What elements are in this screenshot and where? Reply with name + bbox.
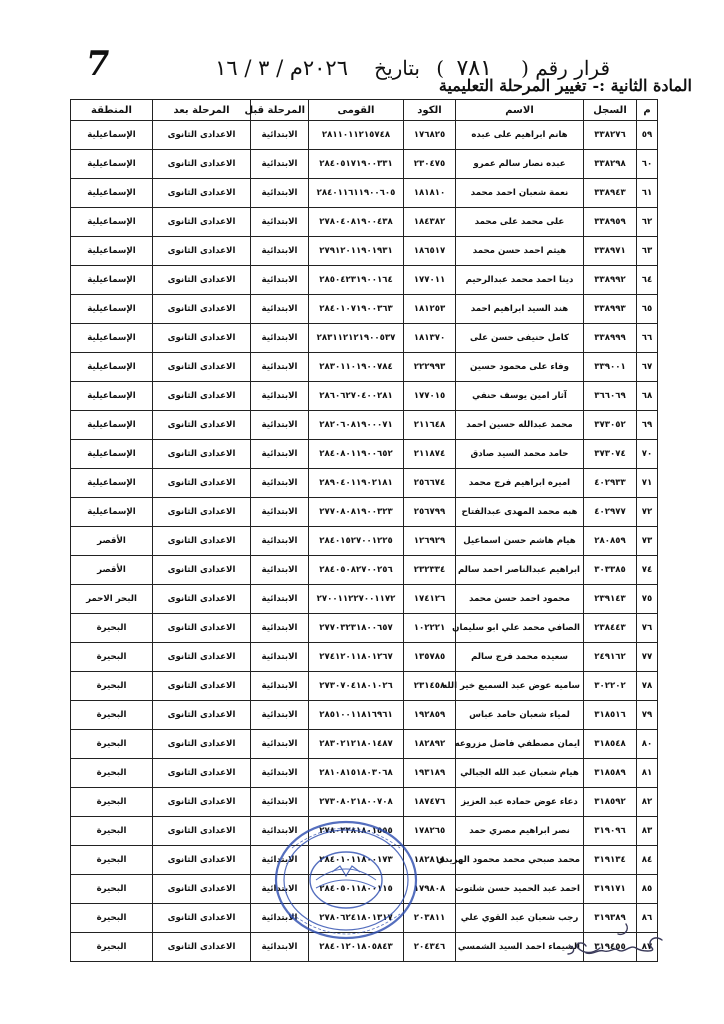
- cell-name: هبه محمد المهدى عبدالفتاح: [456, 498, 584, 527]
- cell-stage-after: الاعدادى الثانوى: [153, 933, 251, 962]
- cell-national-id: ٢٨٤٠٥١٧١٩٠٠٣٣١: [309, 150, 404, 179]
- cell-region: البحيرة: [71, 614, 153, 643]
- cell-m: ٨٧: [637, 933, 658, 962]
- cell-stage-before: الابتدائية: [251, 411, 309, 440]
- cell-name: دينا احمد محمد عبدالرحيم: [456, 266, 584, 295]
- cell-region: الإسماعيلية: [71, 498, 153, 527]
- cell-stage-after: الاعدادى الثانوى: [153, 150, 251, 179]
- cell-national-id: ٢٨٥٠٤٢٣١٩٠٠١٦٤: [309, 266, 404, 295]
- cell-national-id: ٢٧٨٠٤٠٨١٩٠٠٤٣٨: [309, 208, 404, 237]
- cell-code: ١٨١٣٧٠: [404, 324, 456, 353]
- cell-code: ١٨٢٨٩٢: [404, 730, 456, 759]
- table-row: [71, 411, 658, 440]
- cell-stage-before: الابتدائية: [251, 237, 309, 266]
- cell-stage-after: الاعدادى الثانوى: [153, 904, 251, 933]
- cell-m: ٦٠: [637, 150, 658, 179]
- cell-registry: ٣١٩٤٥٥: [584, 933, 637, 962]
- cell-m: ٧٧: [637, 643, 658, 672]
- cell-m: ٧٦: [637, 614, 658, 643]
- cell-code: ١٧٨٢٦٥: [404, 817, 456, 846]
- article-heading: [439, 76, 692, 95]
- cell-stage-before: الابتدائية: [251, 730, 309, 759]
- table-row: [71, 440, 658, 469]
- cell-stage-before: الابتدائية: [251, 614, 309, 643]
- cell-m: ٧٤: [637, 556, 658, 585]
- table-row: [71, 701, 658, 730]
- header-stage-before: المرحلة قبل: [251, 100, 309, 121]
- cell-name: نعمة شعبان احمد محمد: [456, 179, 584, 208]
- cell-name: سعيده محمد فرج سالم: [456, 643, 584, 672]
- cell-registry: ٣١٨٥٤٨: [584, 730, 637, 759]
- cell-name: هند السيد ابراهيم احمد: [456, 295, 584, 324]
- cell-stage-after: الاعدادى الثانوى: [153, 817, 251, 846]
- cell-m: ٨٤: [637, 846, 658, 875]
- cell-code: ٢٥٦٦٧٤: [404, 469, 456, 498]
- cell-region: البحيرة: [71, 672, 153, 701]
- cell-registry: ٣٣٨٩٩٣: [584, 295, 637, 324]
- cell-stage-before: الابتدائية: [251, 469, 309, 498]
- cell-national-id: ٢٨٤٠١١٦١١٩٠٠٦٠٥: [309, 179, 404, 208]
- cell-stage-after: الاعدادى الثانوى: [153, 179, 251, 208]
- header-m: م: [637, 100, 658, 121]
- cell-code: ١٨٦٥١٧: [404, 237, 456, 266]
- cell-region: الإسماعيلية: [71, 266, 153, 295]
- cell-stage-before: الابتدائية: [251, 440, 309, 469]
- header-stage-after: المرحلة بعد: [153, 100, 251, 121]
- cell-name: هيثم احمد حسن محمد: [456, 237, 584, 266]
- cell-stage-before: الابتدائية: [251, 324, 309, 353]
- cell-national-id: ٢٧٣٠٨٠٢١٨٠٠٧٠٨: [309, 788, 404, 817]
- cell-stage-after: الاعدادى الثانوى: [153, 498, 251, 527]
- cell-name: وفاء على محمود حسين: [456, 353, 584, 382]
- cell-region: الإسماعيلية: [71, 237, 153, 266]
- cell-name: على محمد على محمد: [456, 208, 584, 237]
- decision-close: ): [436, 56, 444, 80]
- cell-stage-before: الابتدائية: [251, 904, 309, 933]
- cell-code: ١٧٧٠١١: [404, 266, 456, 295]
- cell-region: البحيرة: [71, 846, 153, 875]
- cell-name: هانم ابراهيم على عبده: [456, 121, 584, 150]
- cell-name: اميره ابراهيم فرج محمد: [456, 469, 584, 498]
- table-row: [71, 179, 658, 208]
- cell-code: ١٧٧٠١٥: [404, 382, 456, 411]
- cell-code: ١٨٤٣٨٢: [404, 208, 456, 237]
- cell-registry: ٣٣٨٩٩٢: [584, 266, 637, 295]
- cell-stage-before: الابتدائية: [251, 933, 309, 962]
- cell-registry: ٤٠٢٩٧٧: [584, 498, 637, 527]
- cell-region: البحيرة: [71, 730, 153, 759]
- cell-code: ١٩٢٨٥٩: [404, 701, 456, 730]
- cell-stage-after: الاعدادى الثانوى: [153, 382, 251, 411]
- cell-registry: ٣٠٣٣٨٥: [584, 556, 637, 585]
- table-row: [71, 788, 658, 817]
- header-region: المنطقة: [71, 100, 153, 121]
- table-row: [71, 498, 658, 527]
- cell-code: ٢١١٦٤٨: [404, 411, 456, 440]
- cell-code: ١٠٢٢٢١: [404, 614, 456, 643]
- cell-name: لمياء شعبان حامد عباس: [456, 701, 584, 730]
- cell-stage-before: الابتدائية: [251, 179, 309, 208]
- cell-stage-after: الاعدادى الثانوى: [153, 237, 251, 266]
- table-row: [71, 121, 658, 150]
- cell-name: دعاء عوض حماده عبد العزيز: [456, 788, 584, 817]
- table-row: [71, 208, 658, 237]
- cell-name: هيام شعبان عبد الله الجبالي: [456, 759, 584, 788]
- cell-name: نصر ابراهيم مصري حمد: [456, 817, 584, 846]
- cell-code: ٢٠٤٣٤٦: [404, 933, 456, 962]
- cell-registry: ٣٣٨٩٧١: [584, 237, 637, 266]
- cell-name: ساميه عوض عبد السميع خير الله: [456, 672, 584, 701]
- cell-region: الإسماعيلية: [71, 295, 153, 324]
- cell-stage-after: الاعدادى الثانوى: [153, 730, 251, 759]
- cell-name: احمد عبد الحميد حسن شلتوت: [456, 875, 584, 904]
- cell-registry: ٣١٩٠٩٦: [584, 817, 637, 846]
- cell-stage-after: الاعدادى الثانوى: [153, 469, 251, 498]
- cell-region: البحيرة: [71, 643, 153, 672]
- cell-m: ٧١: [637, 469, 658, 498]
- cell-code: ١٧٦٨٢٥: [404, 121, 456, 150]
- cell-code: ١٧٩٨٠٨: [404, 875, 456, 904]
- cell-name: الشيماء احمد السيد الشمسي: [456, 933, 584, 962]
- cell-stage-after: الاعدادى الثانوى: [153, 759, 251, 788]
- table-row: [71, 614, 658, 643]
- cell-registry: ٢٣٨٤٤٣: [584, 614, 637, 643]
- cell-stage-before: الابتدائية: [251, 875, 309, 904]
- cell-stage-before: الابتدائية: [251, 121, 309, 150]
- cell-stage-before: الابتدائية: [251, 527, 309, 556]
- page-mark: 7: [83, 44, 113, 84]
- cell-stage-before: الابتدائية: [251, 788, 309, 817]
- cell-national-id: ٢٧٩١٢٠١١٩٠١٩٣١: [309, 237, 404, 266]
- cell-m: ٧٣: [637, 527, 658, 556]
- cell-stage-after: الاعدادى الثانوى: [153, 875, 251, 904]
- cell-stage-before: الابتدائية: [251, 585, 309, 614]
- cell-code: ١٨٧٤٧٦: [404, 788, 456, 817]
- cell-m: ٨٠: [637, 730, 658, 759]
- cell-region: الإسماعيلية: [71, 150, 153, 179]
- cell-stage-after: الاعدادى الثانوى: [153, 788, 251, 817]
- cell-national-id: ٢٨٤٠١٥٢٧٠٠١٢٢٥: [309, 527, 404, 556]
- cell-region: الإسماعيلية: [71, 353, 153, 382]
- cell-code: ١٩٣١٨٩: [404, 759, 456, 788]
- cell-code: ٢٣٢٣٣٤: [404, 556, 456, 585]
- cell-registry: ٣١٩١٧١: [584, 875, 637, 904]
- cell-registry: ٢٣٩١٤٣: [584, 585, 637, 614]
- cell-registry: ٢٨٠٨٥٩: [584, 527, 637, 556]
- cell-national-id: ٢٧٨٠٢٢٨١٨٠١٥٥٥: [309, 817, 404, 846]
- cell-m: ٦٥: [637, 295, 658, 324]
- cell-registry: ٣٣٩٠٠١: [584, 353, 637, 382]
- cell-stage-before: الابتدائية: [251, 266, 309, 295]
- header-national-id: القومى: [309, 100, 404, 121]
- cell-stage-before: الابتدائية: [251, 295, 309, 324]
- cell-national-id: ٢٨١٠٨١٥١٨٠٣٠٦٨: [309, 759, 404, 788]
- cell-m: ٨٢: [637, 788, 658, 817]
- cell-name: ابراهيم عبدالناصر احمد سالم: [456, 556, 584, 585]
- cell-m: ٧٠: [637, 440, 658, 469]
- cell-national-id: ٢٨٤٠٨٠١١٩٠٠٦٥٢: [309, 440, 404, 469]
- table-row: [71, 730, 658, 759]
- cell-registry: ٣٣٨٢٧٦: [584, 121, 637, 150]
- cell-region: البحيرة: [71, 759, 153, 788]
- cell-national-id: ٢٨٢٠٦٠٨١٩٠٠٠٧١: [309, 411, 404, 440]
- cell-stage-before: الابتدائية: [251, 498, 309, 527]
- table-row: [71, 324, 658, 353]
- cell-stage-before: الابتدائية: [251, 643, 309, 672]
- cell-region: الإسماعيلية: [71, 208, 153, 237]
- cell-national-id: ٢٧٤١٢٠١١٨٠١٢٦٧: [309, 643, 404, 672]
- cell-stage-before: الابتدائية: [251, 208, 309, 237]
- cell-stage-after: الاعدادى الثانوى: [153, 266, 251, 295]
- cell-national-id: ٢٧٧٠٣٢٣١٨٠٠٦٥٧: [309, 614, 404, 643]
- cell-national-id: ٢٨٤٠٥٠١١٨٠٠١١٥: [309, 875, 404, 904]
- header-name: الاسم: [456, 100, 584, 121]
- cell-stage-before: الابتدائية: [251, 672, 309, 701]
- date-label: بتاريخ: [374, 56, 420, 80]
- cell-national-id: ٢٨٦٠٦٢٧٠٤٠٠٢٨١: [309, 382, 404, 411]
- cell-name: حامد محمد السيد صادق: [456, 440, 584, 469]
- decision-number: ٧٨١: [456, 56, 492, 81]
- cell-stage-before: الابتدائية: [251, 701, 309, 730]
- cell-m: ٨٦: [637, 904, 658, 933]
- table-row: [71, 295, 658, 324]
- cell-region: الإسماعيلية: [71, 469, 153, 498]
- cell-stage-after: الاعدادى الثانوى: [153, 846, 251, 875]
- cell-stage-after: الاعدادى الثانوى: [153, 556, 251, 585]
- table-row: [71, 266, 658, 295]
- cell-region: البحيرة: [71, 817, 153, 846]
- table-row: [71, 353, 658, 382]
- table-row: [71, 527, 658, 556]
- official-seal-icon: [272, 818, 420, 942]
- cell-m: ٨٥: [637, 875, 658, 904]
- cell-national-id: ٢٨٣٠١١٠١٩٠٠٧٨٤: [309, 353, 404, 382]
- cell-name: رجب شعبان عبد القوي علي: [456, 904, 584, 933]
- cell-national-id: ٢٨٩٠٤٠١١٩٠٢١٨١: [309, 469, 404, 498]
- cell-code: ١٣٥٧٨٥: [404, 643, 456, 672]
- cell-national-id: ٢٧٧٠٨٠٨١٩٠٠٣٢٣: [309, 498, 404, 527]
- cell-region: الأقصر: [71, 527, 153, 556]
- table-row: [71, 150, 658, 179]
- table-row: [71, 585, 658, 614]
- cell-region: البحيرة: [71, 788, 153, 817]
- cell-registry: ٤٠٢٩٣٣: [584, 469, 637, 498]
- table-row: [71, 759, 658, 788]
- cell-m: ٨١: [637, 759, 658, 788]
- cell-region: الإسماعيلية: [71, 440, 153, 469]
- cell-code: ٢١١٨٧٤: [404, 440, 456, 469]
- decision-label: قرار رقم (: [521, 56, 610, 80]
- decision-date: ٢٠٢٦م / ٣ / ١٦: [215, 56, 348, 80]
- cell-m: ٦٨: [637, 382, 658, 411]
- cell-registry: ٢٤٩١٦٢: [584, 643, 637, 672]
- cell-registry: ٣١٨٥١٦: [584, 701, 637, 730]
- cell-name: محمود احمد حسن محمد: [456, 585, 584, 614]
- cell-national-id: ٢٨٣٠٢١٢١٨٠١٤٨٧: [309, 730, 404, 759]
- cell-stage-after: الاعدادى الثانوى: [153, 585, 251, 614]
- cell-region: الإسماعيلية: [71, 179, 153, 208]
- cell-region: البحر الاحمر: [71, 585, 153, 614]
- article-label: المادة الثانية :-: [592, 76, 692, 95]
- cell-m: ٨٣: [637, 817, 658, 846]
- cell-name: محمد صبحي محمد محمود الهريدي: [456, 846, 584, 875]
- cell-code: ١٨٢٨١٨: [404, 846, 456, 875]
- table-row: [71, 643, 658, 672]
- cell-region: البحيرة: [71, 701, 153, 730]
- cell-registry: ٣١٨٥٨٩: [584, 759, 637, 788]
- cell-registry: ٣١٩٣٨٩: [584, 904, 637, 933]
- cell-registry: ٣٣٨٢٩٨: [584, 150, 637, 179]
- cell-region: البحيرة: [71, 875, 153, 904]
- cell-code: ١٨١٨١٠: [404, 179, 456, 208]
- cell-m: ٦٦: [637, 324, 658, 353]
- cell-m: ٥٩: [637, 121, 658, 150]
- cell-registry: ٣٠٢٢٠٢: [584, 672, 637, 701]
- cell-m: ٦١: [637, 179, 658, 208]
- cell-region: الإسماعيلية: [71, 411, 153, 440]
- cell-region: البحيرة: [71, 933, 153, 962]
- cell-code: ١٢٦٩٢٩: [404, 527, 456, 556]
- cell-m: ٧٢: [637, 498, 658, 527]
- cell-stage-after: الاعدادى الثانوى: [153, 440, 251, 469]
- cell-code: ٢٢٢٩٩٣: [404, 353, 456, 382]
- cell-registry: ٣٣٨٩٤٣: [584, 179, 637, 208]
- cell-code: ٢٠٣٨١١: [404, 904, 456, 933]
- cell-national-id: ٢٨٤٠٥٠٨٢٧٠٠٢٥٦: [309, 556, 404, 585]
- cell-stage-after: الاعدادى الثانوى: [153, 324, 251, 353]
- header-code: الكود: [404, 100, 456, 121]
- cell-national-id: ٢٨٥١٠٠١١٨١٦٩٦١: [309, 701, 404, 730]
- article-title: تغيير المرحلة التعليمية: [438, 76, 587, 95]
- cell-m: ٦٤: [637, 266, 658, 295]
- cell-name: كامل حنيفى حسن على: [456, 324, 584, 353]
- handwritten-signature-icon: [560, 918, 670, 960]
- cell-stage-after: الاعدادى الثانوى: [153, 614, 251, 643]
- cell-stage-after: الاعدادى الثانوى: [153, 411, 251, 440]
- cell-stage-before: الابتدائية: [251, 150, 309, 179]
- cell-stage-after: الاعدادى الثانوى: [153, 643, 251, 672]
- cell-m: ٧٩: [637, 701, 658, 730]
- cell-stage-after: الاعدادى الثانوى: [153, 208, 251, 237]
- cell-name: عبده نصار سالم عمرو: [456, 150, 584, 179]
- cell-stage-before: الابتدائية: [251, 382, 309, 411]
- cell-registry: ٣١٩١٣٤: [584, 846, 637, 875]
- header-registry: السجل: [584, 100, 637, 121]
- cell-m: ٧٥: [637, 585, 658, 614]
- cell-registry: ٣٦٦٠٦٩: [584, 382, 637, 411]
- cell-stage-before: الابتدائية: [251, 556, 309, 585]
- cell-registry: ٣٣٨٩٩٩: [584, 324, 637, 353]
- cell-code: ١٧٤١٢٦: [404, 585, 456, 614]
- cell-registry: ٣٧٣٠٥٢: [584, 411, 637, 440]
- cell-m: ٧٨: [637, 672, 658, 701]
- cell-m: ٦٣: [637, 237, 658, 266]
- cell-m: ٦٧: [637, 353, 658, 382]
- cell-name: هيام هاشم حسن اسماعيل: [456, 527, 584, 556]
- cell-national-id: ٢٨١١٠١١٢١٥٧٤٨: [309, 121, 404, 150]
- cell-national-id: ٢٨٣١١٢١٢١٩٠٠٥٣٧: [309, 324, 404, 353]
- cell-stage-before: الابتدائية: [251, 759, 309, 788]
- cell-stage-after: الاعدادى الثانوى: [153, 295, 251, 324]
- cell-name: آثار امين يوسف حنفي: [456, 382, 584, 411]
- cell-name: الصافي محمد علي ابو سليمان: [456, 614, 584, 643]
- table-row: [71, 556, 658, 585]
- table-header-row: [71, 100, 658, 121]
- cell-stage-before: الابتدائية: [251, 353, 309, 382]
- cell-national-id: ٢٨٤٠١٠١١٨٠٠١٧٣: [309, 846, 404, 875]
- cell-stage-before: الابتدائية: [251, 846, 309, 875]
- cell-m: ٦٢: [637, 208, 658, 237]
- table-row: [71, 469, 658, 498]
- table-row: [71, 672, 658, 701]
- cell-registry: ٣١٨٥٩٢: [584, 788, 637, 817]
- cell-stage-before: الابتدائية: [251, 817, 309, 846]
- table-row: [71, 382, 658, 411]
- cell-stage-after: الاعدادى الثانوى: [153, 701, 251, 730]
- cell-name: ايمان مصطفي فاضل مزروعه: [456, 730, 584, 759]
- cell-code: ٢٣١٤٥٨: [404, 672, 456, 701]
- cell-code: ٢٣٠٤٧٥: [404, 150, 456, 179]
- cell-national-id: ٢٧٠٠١١٢٢٧٠٠١١٧٢: [309, 585, 404, 614]
- cell-national-id: ٢٨٤٠١٢٠١٨٠٥٨٤٣: [309, 933, 404, 962]
- cell-national-id: ٢٧٣٠٧٠٤١٨٠١٠٢٦: [309, 672, 404, 701]
- cell-m: ٦٩: [637, 411, 658, 440]
- cell-stage-after: الاعدادى الثانوى: [153, 672, 251, 701]
- cell-stage-after: الاعدادى الثانوى: [153, 527, 251, 556]
- cell-national-id: ٢٧٨٠٦٢٤١٨٠١٣١٧: [309, 904, 404, 933]
- cell-registry: ٣٣٨٩٥٩: [584, 208, 637, 237]
- cell-region: البحيرة: [71, 904, 153, 933]
- cell-national-id: ٢٨٤٠١٠٧١٩٠٠٣٦٣: [309, 295, 404, 324]
- cell-region: الإسماعيلية: [71, 382, 153, 411]
- cell-region: الإسماعيلية: [71, 121, 153, 150]
- cell-code: ٢٥٦٧٩٩: [404, 498, 456, 527]
- table-row: [71, 237, 658, 266]
- cell-region: الإسماعيلية: [71, 324, 153, 353]
- cell-region: الأقصر: [71, 556, 153, 585]
- cell-name: محمد عبدالله حسين احمد: [456, 411, 584, 440]
- cell-code: ١٨١٢٥٣: [404, 295, 456, 324]
- cell-stage-after: الاعدادى الثانوى: [153, 353, 251, 382]
- cell-registry: ٣٧٣٠٧٤: [584, 440, 637, 469]
- cell-stage-after: الاعدادى الثانوى: [153, 121, 251, 150]
